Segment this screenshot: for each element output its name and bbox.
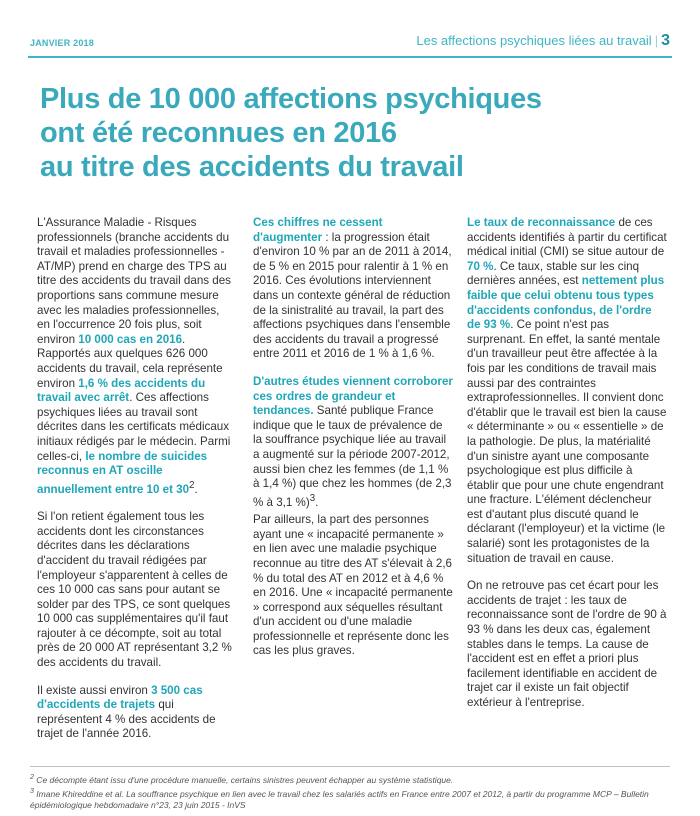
text-span: . [315, 495, 319, 509]
col3-paragraph-1 [467, 216, 667, 566]
title-line-3: au titre des accidents du travail [40, 151, 464, 183]
col1-paragraph-1 [37, 216, 235, 497]
highlight-suicides: le nombre de suicides reconnus en AT oscille annuellement entre 10 et 30 [37, 449, 208, 496]
footnote-ref-3: 3 [309, 492, 316, 504]
title-line-1: Plus de 10 000 affections psychiques [40, 83, 542, 115]
header-rule [28, 56, 672, 58]
col2-paragraph-2 [253, 375, 453, 510]
title-line-2: ont été reconnues en 2016 [40, 117, 397, 149]
highlight-1-6-percent: 1,6 % des accidents du travail avec arrêt [37, 376, 206, 405]
text-span: de ces accidents identifiés à partir du certificat médical initial (CMI) se situe autour de [467, 216, 667, 259]
footnote-text: Ce décompte étant issu d'une procédure manuelle, certains sinistres peuvent échapper au système statistique. [33, 774, 454, 785]
highlight-chiffres-augmenter: Ces chiffres ne cessent d'augmenter [253, 216, 383, 244]
column-3 [467, 216, 667, 724]
text-span: . Ces affections psychiques liées au travail sont décrites dans les certificats médicaux initiaux rédigés par le médecin. Parmi celles-ci, [37, 391, 231, 463]
text-span: . Ce taux, stable sur les cinq dernières années, est [467, 259, 640, 288]
footnote-2 [30, 772, 670, 786]
col2-paragraph-3: Par ailleurs, la part des personnes ayant une « incapacité permanente » en lien avec une maladie psychique reconnue au titre des AT s'élevait à 2,6 % du total des AT en 2012 et à 4,6 % en 2016. Une « incapacité permanente » correspond aux séquelles résultant d'un accident ou d'une maladie professionnelle et représente donc les cas les plus graves. [253, 513, 453, 658]
footnote-mark: 2 [30, 773, 34, 781]
highlight-93-percent: nettement plus faible que celui obtenu tous types d'accidents confondus, de l'ordre de 93 % [467, 274, 665, 332]
text-span: L'Assurance Maladie - Risques professionnels (branche accidents du travail et maladies professionnelles - AT/MP) prend en charge des TPS au titre des accidents du travail dans des proportions sans commune mesure avec les maladies professionnelles, en l'occurrence 20 fois plus, soit environ [37, 216, 231, 346]
column-2 [253, 216, 453, 672]
text-span: . [194, 482, 198, 496]
text-span: : la progression était d'environ 10 % par an de 2011 à 2014, de 5 % en 2015 pour ralentir à 1 % en 2016. Ces évolutions interviennent dans un contexte général de réduction de la sinistralité au travail, la part des affections psychiques dans l'ensemble des accidents du travail a progressé entre 2011 et 2016 de 1 % à 1,6 %. [253, 230, 452, 361]
header-section [416, 32, 670, 50]
page-title [40, 82, 640, 184]
header-separator: | [654, 33, 659, 48]
page-number: 3 [661, 32, 670, 49]
col1-paragraph-3 [37, 684, 235, 742]
footnotes [30, 766, 670, 811]
highlight-accidents-trajets: 3 500 cas d'accidents de trajets [37, 683, 203, 712]
section-title: Les affections psychiques liées au travail [416, 33, 652, 48]
highlight-taux-reconnaissance: Le taux de reconnaissance [467, 216, 616, 229]
col1-paragraph-2: Si l'on retient également tous les accidents dont les circonstances décrites dans les déclarations d'accident du travail rédigées par l'employeur s'apparentent à celles de ces 10 000 cas sans pour autant se solder par des TPS, ce sont quelques 10 000 cas supplémentaires qu'il faut rajouter à ce décompte, soit au total près de 20 000 AT représentant 3,2 % des accidents du travail. [37, 510, 232, 670]
header-date: JANVIER 2018 [30, 38, 94, 48]
text-span: . Ce point n'est pas surprenant. En effet, la santé mentale d'un travailleur peut être affectée à la fois par les conditions de travail mais aussi par des contraintes extraprofessionnelles. Il convient donc d'établir que le travail est bien la cause « déterminante » ou « essentielle » de la pathologie. De plus, la matérialité d'un sinistre ayant une composante psychologique est plus difficile à établir que pour une chute engendrant une fracture. L'élément déclencheur est d'autant plus discuté quand le déclarant (l'employeur) et la victime (le salarié) sont les protagonistes de la situation de travail en cause. [467, 318, 667, 565]
col2-paragraph-1 [253, 216, 453, 362]
text-span: . Rapportés aux quelques 626 000 accidents du travail, cela représente environ [37, 332, 223, 390]
footnote-ref-2: 2 [189, 479, 195, 491]
highlight-70-percent: 70 % [467, 259, 494, 273]
highlight-10000-cas: 10 000 cas en 2016 [78, 332, 183, 346]
col3-paragraph-2: On ne retrouve pas cet écart pour les accidents de trajet : les taux de reconnaissance sont de l'ordre de 90 à 93 % dans les deux cas, également stables dans le temps. La cause de l'accident est en effet a priori plus facilement identifiable en accident de trajet car il existe un fait objectif extérieur à l'entreprise. [467, 579, 667, 709]
highlight-autres-etudes: D'autres études viennent corroborer ces ordres de grandeur et tendances. [253, 374, 453, 418]
column-1 [37, 216, 235, 755]
text-span: Santé publique France indique que le taux de prévalence de la souffrance psychique liée au travail a augmenté sur la période 2007-2012, aussi bien chez les femmes (de 1,1 % à 1,4 %) que chez les hommes (de 2,3 % à 3,1 %) [253, 404, 452, 509]
footnote-text: Imane Khireddine et al. La souffrance psychique en lien avec le travail chez les salariés actifs en France entre 2007 et 2012, à partir du programme MCP – Bulletin épidémiologique hebdomadaire n°23, 23 juin 2015 - InVS [30, 788, 649, 810]
footnote-3 [30, 786, 670, 811]
text-span: Il existe aussi environ [37, 683, 152, 697]
text-span: qui représentent 4 % des accidents de trajet de l'année 2016. [37, 698, 216, 741]
footnote-mark: 3 [30, 786, 34, 795]
